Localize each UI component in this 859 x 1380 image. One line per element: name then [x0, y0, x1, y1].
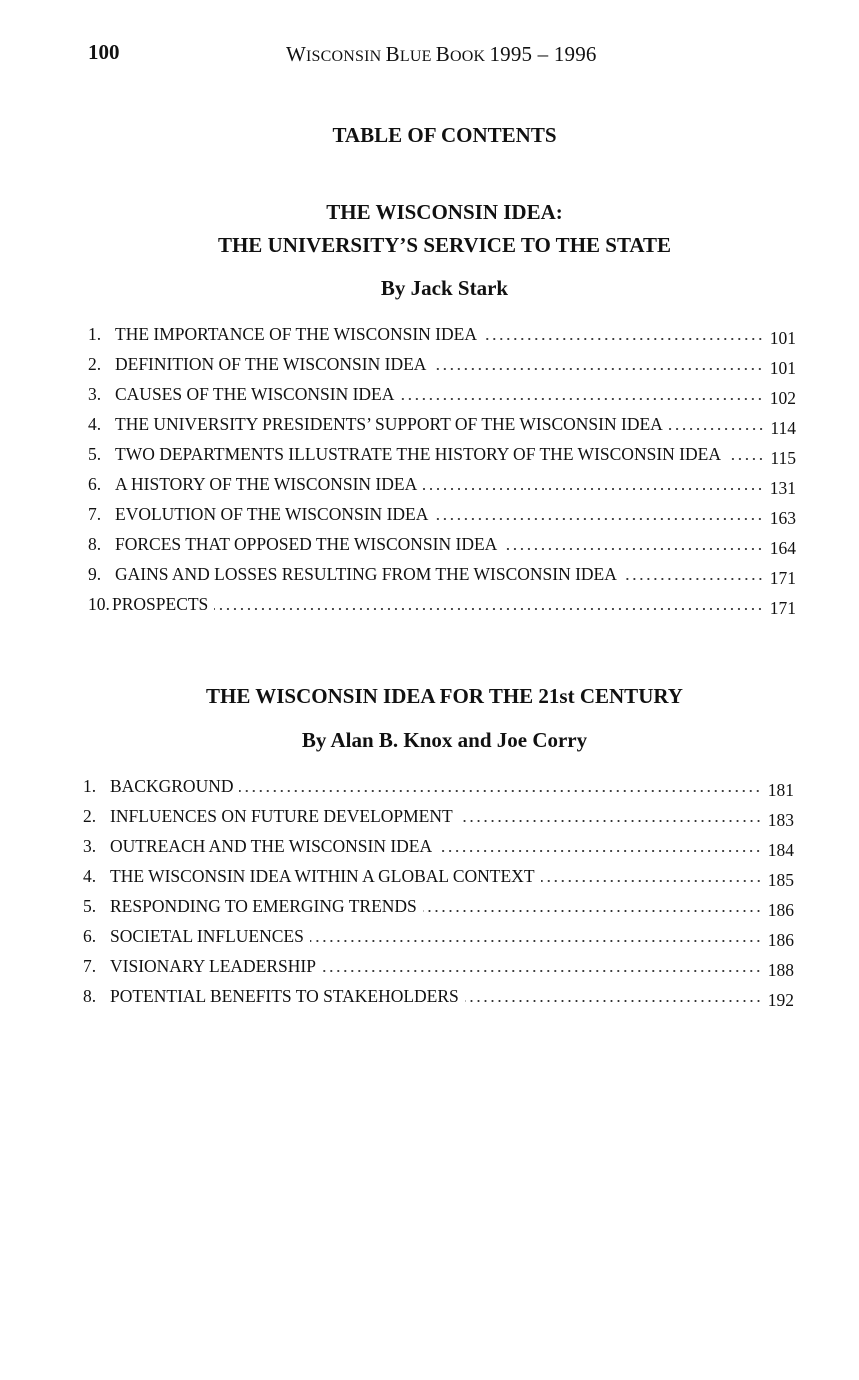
running-title-part: B	[385, 42, 400, 66]
section1-toc-entry	[88, 558, 796, 588]
dot-leader	[459, 820, 762, 822]
dot-leader	[623, 578, 764, 580]
entry-page-number: 171	[769, 568, 796, 588]
entry-title: GAINS AND LOSSES RESULTING FROM THE WISCONSIN IDEA	[115, 564, 617, 584]
dot-leader	[503, 548, 763, 550]
section2-byline: By Alan B. Knox and Joe Corry	[301, 728, 588, 752]
entry-number: 3.	[88, 384, 102, 404]
dot-leader	[541, 880, 762, 882]
entry-number: 4.	[83, 866, 97, 886]
section2-toc-entry	[83, 770, 794, 800]
entry-title: OUTREACH AND THE WISCONSIN IDEA	[110, 836, 433, 856]
running-title	[286, 42, 597, 67]
section2-toc-entry	[83, 950, 794, 980]
toc-title: TABLE OF CONTENTS	[332, 123, 557, 147]
entry-number: 5.	[83, 896, 97, 916]
section1-byline: By Jack Stark	[380, 276, 509, 300]
running-title-part: ISCONSIN	[306, 48, 386, 65]
entry-title: A HISTORY OF THE WISCONSIN IDEA	[115, 474, 418, 494]
section1-toc-entry	[88, 348, 796, 378]
entry-page-number: 181	[767, 780, 794, 800]
dot-leader	[483, 338, 764, 340]
entry-page-number: 186	[767, 900, 794, 920]
dot-leader	[434, 518, 763, 520]
dot-leader	[423, 488, 764, 490]
dot-leader	[465, 1000, 762, 1002]
section1-toc-list	[88, 318, 796, 618]
dot-leader	[423, 910, 762, 912]
entry-number: 6.	[83, 926, 97, 946]
dot-leader	[432, 368, 763, 370]
entry-page-number: 184	[767, 840, 794, 860]
entry-page-number: 114	[770, 418, 796, 438]
section1-toc-entry	[88, 378, 796, 408]
dot-leader	[214, 608, 763, 610]
section2-toc-entry	[83, 830, 794, 860]
entry-number: 6.	[88, 474, 102, 494]
entry-page-number: 102	[769, 388, 796, 408]
dot-leader	[400, 398, 763, 400]
section1-toc-entry	[88, 438, 796, 468]
entry-page-number: 192	[767, 990, 794, 1010]
running-title-part: W	[286, 42, 307, 66]
entry-title: FORCES THAT OPPOSED THE WISCONSIN IDEA	[115, 534, 498, 554]
running-title-part: LUE	[399, 48, 436, 65]
entry-title: RESPONDING TO EMERGING TRENDS	[110, 896, 417, 916]
entry-number: 7.	[83, 956, 97, 976]
section2-toc-list	[83, 770, 794, 1010]
entry-page-number: 183	[767, 810, 794, 830]
entry-title: DEFINITION OF THE WISCONSIN IDEA	[115, 354, 427, 374]
entry-title: THE WISCONSIN IDEA WITHIN A GLOBAL CONTEXT	[110, 866, 535, 886]
entry-number: 2.	[83, 806, 97, 826]
entry-number: 7.	[88, 504, 102, 524]
dot-leader	[438, 850, 762, 852]
running-title-part: 1995 – 1996	[489, 42, 597, 66]
entry-page-number: 188	[767, 960, 794, 980]
entry-number: 3.	[83, 836, 97, 856]
dot-leader	[669, 428, 765, 430]
entry-title: THE IMPORTANCE OF THE WISCONSIN IDEA	[115, 324, 477, 344]
entry-page-number: 115	[770, 448, 796, 468]
entry-title: SOCIETAL INFLUENCES	[110, 926, 304, 946]
entry-title: VISIONARY LEADERSHIP	[110, 956, 316, 976]
dot-leader	[727, 458, 764, 460]
entry-title: CAUSES OF THE WISCONSIN IDEA	[115, 384, 395, 404]
entry-title: POTENTIAL BENEFITS TO STAKEHOLDERS	[110, 986, 459, 1006]
entry-number: 1.	[83, 776, 97, 796]
entry-number: 5.	[88, 444, 102, 464]
dot-leader	[239, 790, 761, 792]
entry-page-number: 164	[769, 538, 796, 558]
entry-page-number: 131	[769, 478, 796, 498]
section2-toc-entry	[83, 920, 794, 950]
entry-page-number: 163	[769, 508, 796, 528]
entry-title: TWO DEPARTMENTS ILLUSTRATE THE HISTORY OF THE WISCONSIN IDEA	[115, 444, 721, 464]
section1-title-line2: THE UNIVERSITY’S SERVICE TO THE STATE	[217, 233, 672, 257]
section1-toc-entry	[88, 588, 796, 618]
section2-toc-entry	[83, 890, 794, 920]
entry-number: 10.	[88, 594, 110, 614]
entry-title: PROSPECTS	[112, 594, 209, 614]
entry-number: 8.	[83, 986, 97, 1006]
section1-toc-entry	[88, 498, 796, 528]
entry-title: BACKGROUND	[110, 776, 234, 796]
entry-number: 4.	[88, 414, 102, 434]
section2-toc-entry	[83, 980, 794, 1010]
running-title-part: OOK	[449, 48, 490, 65]
running-title-part: B	[435, 42, 450, 66]
entry-number: 1.	[88, 324, 102, 344]
entry-title: EVOLUTION OF THE WISCONSIN IDEA	[115, 504, 429, 524]
section1-toc-entry	[88, 318, 796, 348]
entry-page-number: 186	[767, 930, 794, 950]
dot-leader	[310, 940, 762, 942]
section1-toc-entry	[88, 528, 796, 558]
entry-title: INFLUENCES ON FUTURE DEVELOPMENT	[110, 806, 453, 826]
entry-number: 8.	[88, 534, 102, 554]
entry-page-number: 185	[767, 870, 794, 890]
page-number: 100	[88, 40, 120, 64]
entry-number: 9.	[88, 564, 102, 584]
entry-page-number: 101	[769, 328, 796, 348]
entry-number: 2.	[88, 354, 102, 374]
section1-title-line1: THE WISCONSIN IDEA:	[326, 200, 563, 224]
entry-page-number: 171	[769, 598, 796, 618]
section2-title: THE WISCONSIN IDEA FOR THE 21st CENTURY	[206, 684, 683, 708]
section2-toc-entry	[83, 800, 794, 830]
dot-leader	[322, 970, 762, 972]
entry-title: THE UNIVERSITY PRESIDENTS’ SUPPORT OF THE WISCONSIN IDEA	[115, 414, 663, 434]
section1-toc-entry	[88, 408, 796, 438]
page-header	[88, 40, 808, 70]
section1-toc-entry	[88, 468, 796, 498]
section2-toc-entry	[83, 860, 794, 890]
entry-page-number: 101	[769, 358, 796, 378]
